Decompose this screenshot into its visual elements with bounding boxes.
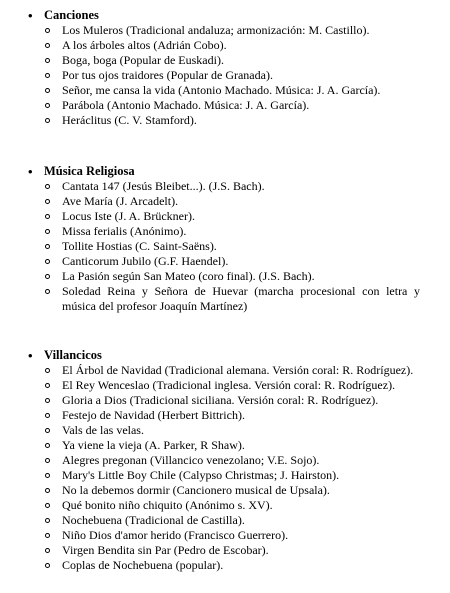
list-item-text: Parábola (Antonio Machado. Música: J. A. García). (62, 98, 310, 112)
list-item (0, 528, 450, 543)
circle-bullet-icon (45, 518, 50, 523)
item-list (0, 179, 450, 314)
list-item (0, 483, 450, 498)
list-item-text: Vals de las velas. (62, 423, 144, 437)
list-item (0, 53, 450, 68)
list-item (0, 98, 450, 113)
list-item (0, 468, 450, 483)
circle-bullet-icon (45, 184, 50, 189)
list-item (0, 513, 450, 528)
list-item-text: Coplas de Nochebuena (popular). (62, 558, 224, 572)
bullet: • (28, 8, 33, 23)
list-item-text: Señor, me cansa la vida (Antonio Machado. Música: J. A. García). (62, 83, 381, 97)
list-item-text: La Pasión según San Mateo (coro final). (J.S. Bach). (62, 269, 315, 283)
circle-bullet-icon (45, 214, 50, 219)
list-item (0, 179, 450, 194)
list-item (0, 194, 450, 209)
list-item (0, 543, 450, 558)
list-item-text: Nochebuena (Tradicional de Castilla). (62, 513, 245, 527)
list-item (0, 438, 450, 453)
section-header (0, 348, 450, 363)
bullet: • (28, 348, 33, 363)
list-item (0, 269, 450, 284)
list-item (0, 239, 450, 254)
list-item-text: Virgen Bendita sin Par (Pedro de Escobar). (62, 543, 269, 557)
list-item-text: El Árbol de Navidad (Tradicional alemana. Versión coral: R. Rodríguez). (62, 363, 414, 377)
list-item (0, 68, 450, 83)
list-item-text: Festejo de Navidad (Herbert Bittrich). (62, 408, 245, 422)
list-item-text: Cantata 147 (Jesús Bleibet...). (J.S. Bach). (62, 179, 265, 193)
circle-bullet-icon (45, 289, 50, 294)
circle-bullet-icon (45, 259, 50, 264)
circle-bullet-icon (45, 473, 50, 478)
list-item-text: Tollite Hostias (C. Saint-Saëns). (62, 239, 217, 253)
circle-bullet-icon (45, 199, 50, 204)
list-item (0, 83, 450, 98)
list-item-text: Ave María (J. Arcadelt). (62, 194, 179, 208)
list-item (0, 224, 450, 239)
list-item-text: Gloria a Dios (Tradicional siciliana. Versión coral: R. Rodríguez). (62, 393, 379, 407)
list-item-text: Qué bonito niño chiquito (Anónimo s. XV). (62, 498, 273, 512)
list-item (0, 453, 450, 468)
list-item-text: Missa ferialis (Anónimo). (62, 224, 187, 238)
list-item (0, 113, 450, 128)
item-list (0, 23, 450, 128)
circle-bullet-icon (45, 229, 50, 234)
circle-bullet-icon (45, 103, 50, 108)
circle-bullet-icon (45, 548, 50, 553)
list-item-text: Mary's Little Boy Chile (Calypso Christmas; J. Hairston). (62, 468, 340, 482)
circle-bullet-icon (45, 73, 50, 78)
item-list (0, 363, 450, 573)
circle-bullet-icon (45, 88, 50, 93)
list-item-text: Soledad Reina y Señora de Huevar (marcha procesional con letra y música del profesor Joaquín Martínez) (62, 284, 420, 313)
section-header (0, 8, 450, 23)
list-item (0, 378, 450, 393)
circle-bullet-icon (45, 118, 50, 123)
circle-bullet-icon (45, 428, 50, 433)
list-item (0, 408, 450, 423)
circle-bullet-icon (45, 58, 50, 63)
list-item (0, 284, 450, 314)
list-item-text: Alegres pregonan (Villancico venezolano; V.E. Sojo). (62, 453, 320, 467)
list-item (0, 23, 450, 38)
circle-bullet-icon (45, 533, 50, 538)
list-item (0, 558, 450, 573)
list-item-text: Ya viene la vieja (A. Parker, R Shaw). (62, 438, 245, 452)
circle-bullet-icon (45, 28, 50, 33)
circle-bullet-icon (45, 244, 50, 249)
list-item-text: El Rey Wenceslao (Tradicional inglesa. Versión coral: R. Rodríguez). (62, 378, 396, 392)
circle-bullet-icon (45, 503, 50, 508)
list-item (0, 363, 450, 378)
list-item (0, 209, 450, 224)
circle-bullet-icon (45, 488, 50, 493)
list-item-text: Niño Dios d'amor herido (Francisco Guerrero). (62, 528, 289, 542)
list-item (0, 423, 450, 438)
section-header (0, 164, 450, 179)
list-item-text: Locus Iste (J. A. Brückner). (62, 209, 195, 223)
list-item (0, 498, 450, 513)
section-canciones (0, 8, 450, 128)
circle-bullet-icon (45, 413, 50, 418)
circle-bullet-icon (45, 443, 50, 448)
circle-bullet-icon (45, 563, 50, 568)
circle-bullet-icon (45, 458, 50, 463)
list-item (0, 393, 450, 408)
circle-bullet-icon (45, 43, 50, 48)
list-item-text: Por tus ojos traidores (Popular de Granada). (62, 68, 273, 82)
section-musica-religiosa (0, 164, 450, 314)
section-title: Música Religiosa (44, 164, 135, 178)
section-title: Villancicos (44, 348, 102, 362)
circle-bullet-icon (45, 274, 50, 279)
list-item-text: Heráclitus (C. V. Stamford). (62, 113, 197, 127)
bullet: • (28, 164, 33, 179)
circle-bullet-icon (45, 368, 50, 373)
section-villancicos (0, 348, 450, 573)
list-item (0, 38, 450, 53)
list-item (0, 254, 450, 269)
list-item-text: Canticorum Jubilo (G.F. Haendel). (62, 254, 229, 268)
list-item-text: Boga, boga (Popular de Euskadi). (62, 53, 224, 67)
section-title: Canciones (44, 8, 99, 22)
circle-bullet-icon (45, 398, 50, 403)
circle-bullet-icon (45, 383, 50, 388)
list-item-text: Los Muleros (Tradicional andaluza; armonización: M. Castillo). (62, 23, 370, 37)
list-item-text: No la debemos dormir (Cancionero musical de Upsala). (62, 483, 330, 497)
list-item-text: A los árboles altos (Adrián Cobo). (62, 38, 227, 52)
